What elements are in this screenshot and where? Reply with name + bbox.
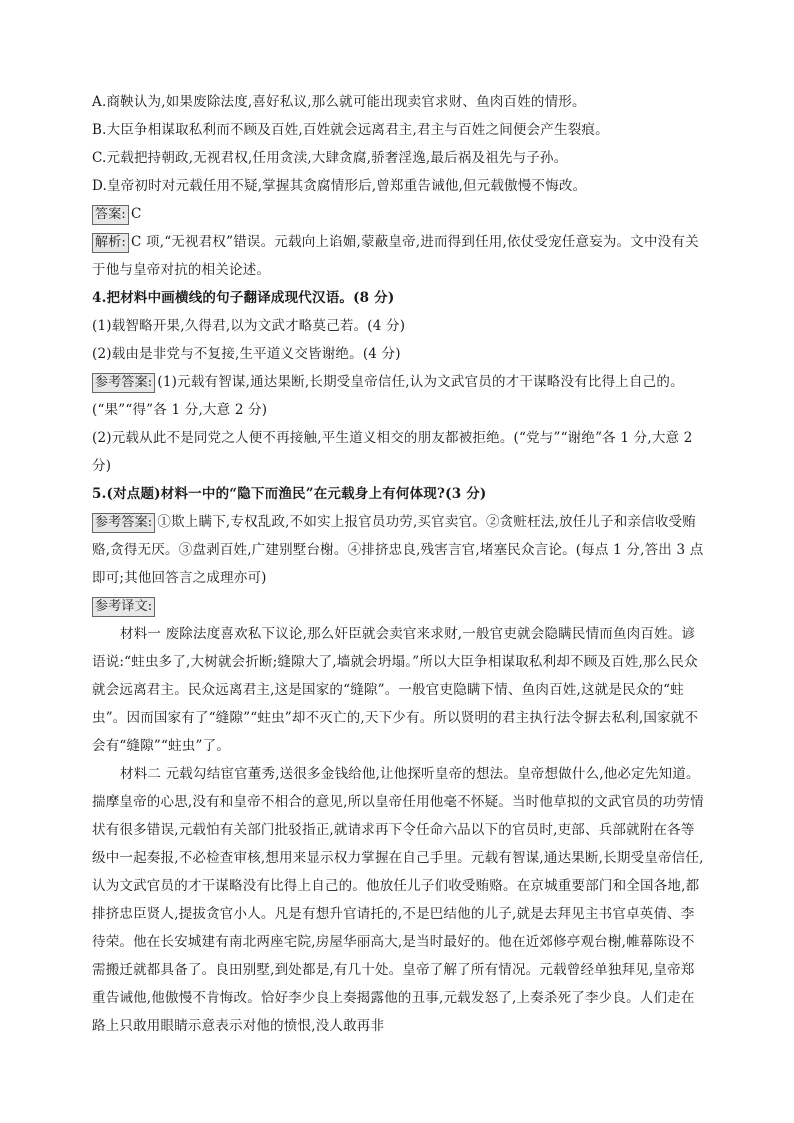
q4-item-2: (2)载由是非党与不复接,生平道义交皆谢绝。(4 分) <box>92 346 401 362</box>
q3-analysis <box>92 228 708 284</box>
analysis-text: C 项,“无视君权”错误。元载向上谄媚,蒙蔽皇帝,进而得到任用,依仗受宠任意妄为。文中没有关于他与皇帝对抗的相关论述。 <box>92 234 699 278</box>
reference-tag: 参考答案: <box>92 373 155 393</box>
reference-text-1: (1)元载有智谋,通达果断,长期受皇帝信任,认为文武官员的才干谋略没有比得上自己的。(“果”“得”各 1 分,大意 2 分) <box>92 374 684 418</box>
reference-tag: 参考答案: <box>92 513 155 533</box>
reference-text: ①欺上瞒下,专权乱政,不如实上报官员功劳,买官卖官。②贪赃枉法,放任儿子和亲信收受贿赂,贪得无厌。③盘剥百姓,广建别墅台榭。④排挤忠良,残害言官,堵塞民众言论。(每点 1 分,答出 3 点即可;其他回答言之成理亦可) <box>92 514 704 586</box>
q4-reference-1 <box>92 368 708 424</box>
answer-value: C <box>130 206 142 222</box>
q4-title: 4.把材料中画横线的句子翻译成现代汉语。(8 分) <box>92 290 395 306</box>
q4-reference-2: (2)元载从此不是同党之人便不再接触,平生道义相交的朋友都被拒绝。(“党与”“谢绝”各 1 分,大意 2 分) <box>92 430 693 474</box>
q5-title: 5.(对点题)材料一中的“隐下而渔民”在元载身上有何体现?(3 分) <box>92 486 487 502</box>
q5-reference <box>92 508 708 592</box>
option-c: C.元载把持朝政,无视君权,任用贪渎,大肆贪腐,骄奢淫逸,最后祸及祖先与子孙。 <box>92 150 568 166</box>
translation-paragraph-1: 材料一 废除法度喜欢私下议论,那么奸臣就会卖官来求财,一般官吏就会隐瞒民情而鱼肉百姓。谚语说:“蛀虫多了,大树就会折断;缝隙大了,墙就会坍塌。”所以大臣争相谋取私利却不顾及百姓,那么民众就会远离君主。民众远离君主,这是国家的“缝隙”。一般官吏隐瞒下情、鱼肉百姓,这就是民众的“蛀虫”。因而国家有了“缝隙”“蛀虫”却不灭亡的,天下少有。所以贤明的君主执行法令摒去私利,国家就不会有“缝隙”“蛀虫”了。 <box>92 626 699 754</box>
document-page <box>92 88 708 1040</box>
q4-item-1: (1)载智略开果,久得君,以为文武才略莫己若。(4 分) <box>92 318 406 334</box>
option-b: B.大臣争相谋取私利而不顾及百姓,百姓就会远离君主,君主与百姓之间便会产生裂痕。 <box>92 122 609 138</box>
translation-tag: 参考译文: <box>92 597 155 617</box>
translation-paragraph-2: 材料二 元载勾结宦官董秀,送很多金钱给他,让他探听皇帝的想法。皇帝想做什么,他必定先知道。揣摩皇帝的心思,没有和皇帝不相合的意见,所以皇帝任用他毫不怀疑。当时他草拟的文武官员的功劳情状有很多错误,元载怕有关部门批驳指正,就请求再下令任命六品以下的官员时,吏部、兵部就附在各等级中一起奏报,不必检查审核,想用来显示权力掌握在自己手里。元载有智谋,通达果断,长期受皇帝信任,认为文武官员的才干谋略没有比得上自己的。他放任儿子们收受贿赂。在京城重要部门和全国各地,都排挤忠臣贤人,提拔贪官小人。凡是有想升官请托的,不是巴结他的儿子,就是去拜见主书官卓英倩、李待荣。他在长安城建有南北两座宅院,房屋华丽高大,是当时最好的。他在近郊修亭观台榭,帷幕陈设不需搬迁就都具备了。良田别墅,到处都是,有几十处。皇帝了解了所有情况。元载曾经单独拜见,皇帝郑重告诫他,他傲慢不肯悔改。恰好李少良上奏揭露他的丑事,元载发怒了,上奏杀死了李少良。人们走在路上只敢用眼睛示意表示对他的愤恨,没人敢再非 <box>92 766 704 1034</box>
analysis-tag: 解析: <box>92 233 129 253</box>
option-a: A.商鞅认为,如果废除法度,喜好私议,那么就可能出现卖官求财、鱼肉百姓的情形。 <box>92 94 586 110</box>
translation-heading <box>92 592 708 620</box>
option-d: D.皇帝初时对元载任用不疑,掌握其贪腐情形后,曾郑重告诫他,但元载傲慢不悔改。 <box>92 178 587 194</box>
answer-tag: 答案: <box>92 205 129 225</box>
q3-answer <box>92 200 708 228</box>
